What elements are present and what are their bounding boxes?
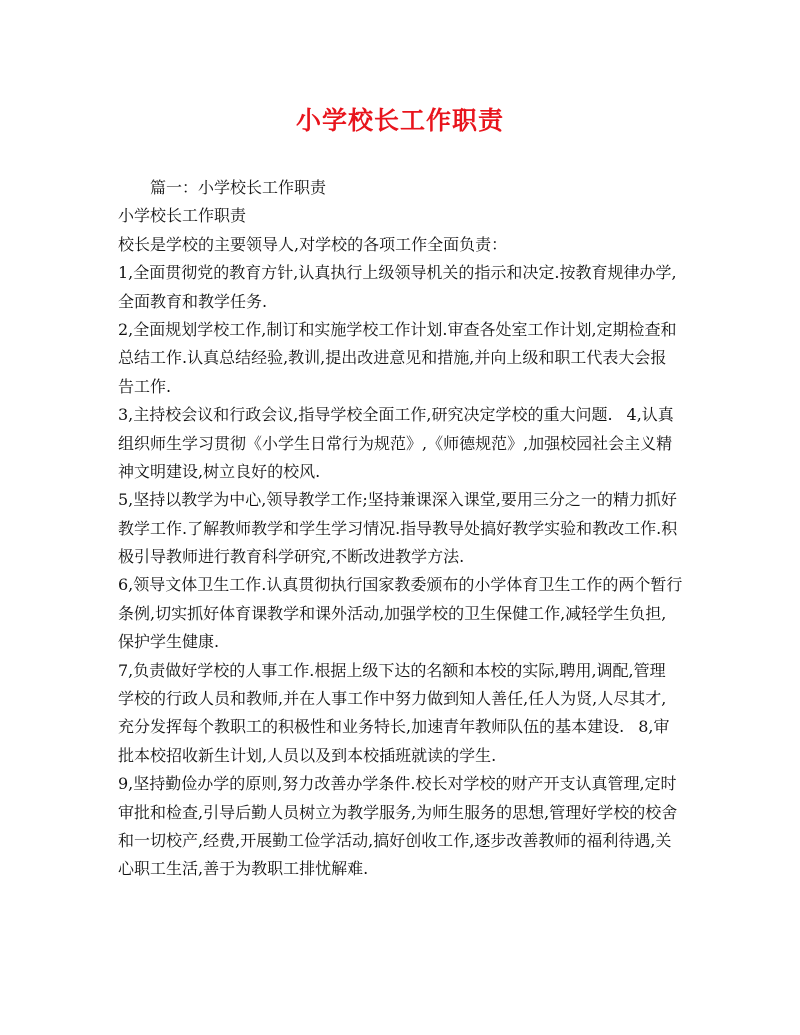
text-line: 心职工生活,善于为教职工排忧解难. [118,859,369,879]
text-line: 组织师生学习贯彻《小学生日常行为规范》,《师德规范》,加强校园社会主义精 [118,433,673,453]
text-line: 1,全面贯彻党的教育方针,认真执行上级领导机关的指示和决定.按教育规律办学, [118,263,677,283]
text-line [118,713,688,741]
text-segment: 3,主持校会议和行政会议,指导学校全面工作,研究决定学校的重大问题. [118,405,613,425]
text-line: 校长是学校的主要领导人,对学校的各项工作全面负责： [118,234,508,254]
text-line: 6,领导文体卫生工作.认真贯彻执行国家教委颁布的小学体育卫生工作的两个暂行 [118,575,683,595]
text-segment: 充分发挥每个教职工的积极性和业务特长,加速青年教师队伍的基本建设. [118,717,625,737]
text-line: 审批和检查,引导后勤人员树立为教学服务,为师生服务的思想,管理好学校的校舍 [118,802,678,822]
subheading: 小学校长工作职责 [118,206,247,226]
text-line: 2,全面规划学校工作,制订和实施学校工作计划.审查各处室工作计划,定期检查和 [118,319,677,339]
text-line: 批本校招收新生计划,人员以及到本校插班就读的学生. [118,745,497,765]
text-line [118,401,688,429]
text-line: 7,负责做好学校的人事工作.根据上级下达的名额和本校的实际,聘用,调配,管理 [118,660,666,680]
text-line: 极引导教师进行教育科学研究,不断改进教学方法. [118,547,465,567]
text-line: 条例,切实抓好体育课教学和课外活动,加强学校的卫生保健工作,减轻学生负担, [118,603,667,623]
text-line: 神文明建设,树立良好的校风. [118,461,321,481]
section-heading: 篇一：小学校长工作职责 [150,178,327,197]
text-line: 5,坚持以教学为中心,领导教学工作;坚持兼课深入课堂,要用三分之一的精力抓好 [118,490,677,510]
text-line: 教学工作.了解教师教学和学生学习情况.指导教导处搞好教学实验和教改工作.积 [118,518,678,538]
text-line: 总结工作.认真总结经验,教训,提出改进意见和措施,并向上级和职工代表大会报 [118,348,667,368]
text-segment: 4,认真 [626,405,674,425]
text-line: 保护学生健康. [118,632,220,652]
text-line: 和一切校产,经费,开展勤工俭学活动,搞好创收工作,逐步改善教师的福利待遇,关 [118,830,672,850]
text-segment: 8,审 [638,717,670,737]
text-line: 告工作. [118,376,172,396]
text-line: 全面教育和教学任务. [118,291,268,311]
text-line: 学校的行政人员和教师,并在人事工作中努力做到知人善任,任人为贤,人尽其才, [118,689,667,709]
text-line: 9,坚持勤俭办学的原则,努力改善办学条件.校长对学校的财产开支认真管理,定时 [118,774,677,794]
document-body [118,174,688,884]
document-title: 小学校长工作职责 [295,106,504,135]
